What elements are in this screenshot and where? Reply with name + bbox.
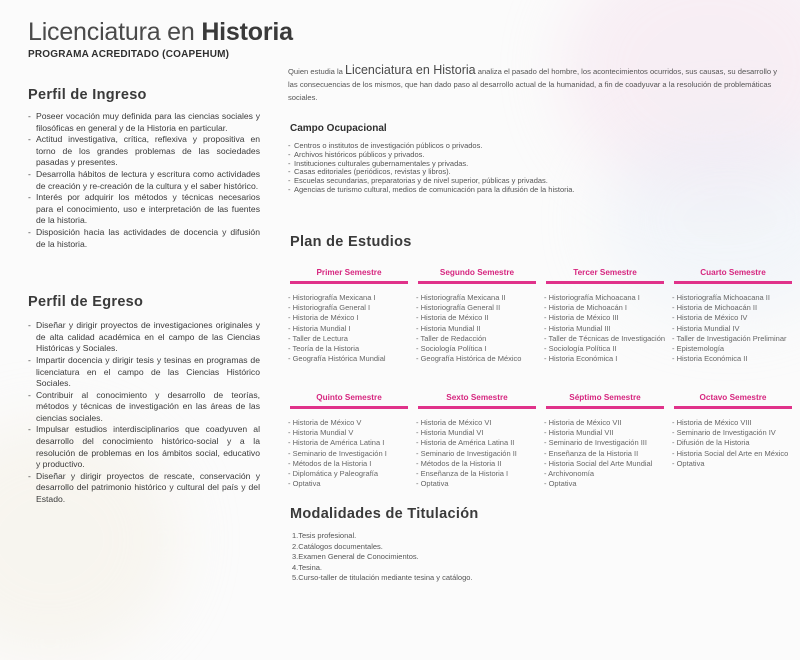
plan-estudios-heading: Plan de Estudios	[290, 234, 412, 250]
course-list	[288, 293, 416, 364]
semester-column	[672, 268, 800, 364]
course-item: - Taller de Investigación Preliminar	[672, 333, 787, 343]
course-item: - Historia Económica I	[544, 354, 618, 364]
list-item: - Agencias de turismo cultural, medios de comunicación para la difusión de la historia.	[288, 186, 780, 195]
course-item: - Métodos de la Historia II	[416, 458, 502, 468]
course-item: - Historiografía Mexicana I	[288, 293, 376, 302]
list-item: 5.Curso-taller de titulación mediante tesina y catálogo.	[292, 573, 473, 583]
course-item: - Historia de México III	[544, 313, 619, 323]
list-item: 2.Catálogos documentales.	[292, 541, 383, 551]
course-item: - Optativa	[672, 458, 705, 468]
list-item: - Actitud investigativa, crítica, reflexiva y propositiva en torno de los grandes problemas de las sociedades pasadas y presentes.	[28, 134, 260, 169]
perfil-egreso-list	[28, 320, 260, 506]
course-item: - Historia de Michoacán II	[672, 303, 758, 313]
course-item: - Optativa	[416, 479, 449, 489]
list-item: - Centros o institutos de investigación públicos o privados.	[288, 142, 780, 151]
course-item: - Historia Mundial II	[416, 323, 481, 333]
semester-column	[416, 393, 544, 489]
course-item: - Historia Social del Arte Mundial	[544, 458, 653, 468]
course-item: - Historiografía General II	[416, 303, 501, 313]
course-item: - Historia Social del Arte en México	[672, 448, 789, 458]
course-item: - Historia de América Latina II	[416, 438, 515, 448]
course-item: - Historia de México I	[288, 313, 359, 323]
course-item: - Historia Mundial VII	[544, 428, 614, 438]
list-item: - Archivos históricos públicos y privados.	[288, 151, 780, 160]
semester-column	[416, 268, 544, 364]
list-item: 1.Tesis profesional.	[292, 531, 357, 540]
course-item: - Historia Mundial V	[288, 428, 354, 438]
course-item: - Historia de Michoacán I	[544, 303, 627, 313]
course-item: - Seminario de Investigación II	[416, 448, 517, 458]
course-item: - Seminario de Investigación I	[288, 448, 387, 458]
course-item: - Taller de Técnicas de Investigación	[544, 333, 666, 343]
list-item: - Poseer vocación muy definida para las ciencias sociales y filosóficas en general y de la Historia en particular.	[28, 111, 260, 134]
course-item: - Historia Mundial III	[544, 323, 611, 333]
course-list	[288, 418, 416, 489]
course-item: - Historiografía Michoacana I	[544, 293, 640, 302]
course-item: - Historia Mundial I	[288, 323, 351, 333]
course-item: - Teoría de la Historia	[288, 344, 360, 354]
course-item: - Enseñanza de la Historia II	[544, 448, 639, 458]
list-item: - Escuelas secundarias, preparatorias y de nivel superior, públicas y privadas.	[288, 177, 780, 186]
course-item: - Historia Mundial VI	[416, 428, 484, 438]
semester-heading: Cuarto Semestre	[674, 268, 792, 284]
list-item: - Desarrolla hábitos de lectura y escritura como actividades de creación y re-creación de la cultura y el saber histórico.	[28, 169, 260, 192]
course-item: - Historiografía Michoacana II	[672, 293, 770, 302]
modalidades-heading: Modalidades de Titulación	[290, 506, 479, 522]
course-item: - Historiografía General I	[288, 303, 371, 313]
course-item: - Taller de Lectura	[288, 333, 348, 343]
course-item: - Historia de México II	[416, 313, 489, 323]
course-item: - Optativa	[544, 479, 577, 489]
course-item: - Historia de México VII	[544, 418, 622, 427]
course-item: - Difusión de la Historia	[672, 438, 750, 448]
course-list	[416, 418, 544, 489]
course-list	[416, 293, 544, 364]
list-item: - Casas editoriales (periódicos, revistas y libros).	[288, 168, 780, 177]
semester-heading: Primer Semestre	[290, 268, 408, 284]
course-item: - Epistemología	[672, 344, 725, 354]
course-item: - Historia de México IV	[672, 313, 748, 323]
perfil-ingreso-heading: Perfil de Ingreso	[28, 87, 147, 103]
semester-column	[672, 393, 800, 489]
course-item: - Historia de América Latina I	[288, 438, 385, 448]
perfil-ingreso-list	[28, 111, 260, 250]
list-item: - Interés por adquirir los métodos y técnicas necesarios para el conocimiento, uso e interpretación de las fuentes de la historia.	[28, 192, 260, 227]
list-item: - Instituciones culturales gubernamentales y privadas.	[288, 160, 780, 169]
course-item: - Taller de Redacción	[416, 333, 487, 343]
semesters-row-1	[288, 268, 800, 364]
course-item: - Diplomática y Paleografía	[288, 469, 379, 479]
course-item: - Seminario de Investigación III	[544, 438, 647, 448]
left-column	[28, 18, 293, 506]
program-accreditation: PROGRAMA ACREDITADO (COAPEHUM)	[28, 49, 230, 60]
campo-ocupacional-list	[288, 142, 780, 195]
course-item: - Seminario de Investigación IV	[672, 428, 776, 438]
course-list	[672, 418, 800, 469]
course-list	[544, 418, 672, 489]
list-item: - Impulsar estudios interdisciplinarios que coadyuven al desarrollo del conocimiento histórico-social y a la resolución de problemas en los ámbitos social, educativo y productivo.	[28, 424, 260, 470]
course-list	[544, 293, 672, 364]
course-item: - Enseñanza de la Historia I	[416, 469, 509, 479]
semester-heading: Segundo Semestre	[418, 268, 536, 284]
course-item: - Sociología Política II	[544, 344, 617, 354]
course-item: - Métodos de la Historia I	[288, 458, 372, 468]
semesters-row-2	[288, 393, 800, 489]
course-item: - Historia Económica II	[672, 354, 748, 364]
list-item: - Disposición hacia las actividades de docencia y difusión de la historia.	[28, 227, 260, 250]
semester-column	[544, 268, 672, 364]
semester-heading: Octavo Semestre	[674, 393, 792, 409]
course-item: - Optativa	[288, 479, 321, 489]
perfil-egreso-heading: Perfil de Egreso	[28, 294, 144, 311]
semester-column	[288, 268, 416, 364]
list-item: - Contribuir al conocimiento y desarrollo de teorías, métodos y técnicas de investigación en las áreas de las ciencias sociales.	[28, 390, 260, 425]
course-list	[672, 293, 800, 364]
course-item: - Historia de México V	[288, 418, 362, 427]
course-item: - Archivonomía	[544, 469, 595, 479]
list-item: 3.Examen General de Conocimientos.	[292, 552, 419, 562]
semester-heading: Tercer Semestre	[546, 268, 664, 284]
page-title: Licenciatura en Historia	[28, 18, 293, 46]
course-item: - Historia Mundial IV	[672, 323, 740, 333]
semester-heading: Séptimo Semestre	[546, 393, 664, 409]
list-item: - Diseñar y dirigir proyectos de rescate, conservación y desarrollo del patrimonio histórico y cultural del país y del Estado.	[28, 471, 260, 506]
course-item: - Historia de México VI	[416, 418, 492, 427]
course-item: - Geografía Histórica de México	[416, 354, 522, 364]
list-item: 4.Tesina.	[292, 562, 323, 572]
course-item: - Sociología Política I	[416, 344, 487, 354]
course-item: - Historia de México VIII	[672, 418, 752, 427]
list-item: - Diseñar y dirigir proyectos de investigaciones originales y de alta calidad académica en el campo de las Ciencias Históricas y Sociales.	[28, 320, 260, 355]
campo-ocupacional-heading: Campo Ocupacional	[290, 123, 387, 134]
course-item: - Geografía Histórica Mundial	[288, 354, 386, 364]
semester-heading: Quinto Semestre	[290, 393, 408, 409]
list-item: - Impartir docencia y dirigir tesis y tesinas en programas de licenciatura en el campo de las Ciencias Histórico Sociales.	[28, 355, 260, 390]
course-item: - Historiografía Mexicana II	[416, 293, 506, 302]
modalidades-list	[292, 531, 473, 584]
intro-paragraph: Quien estudia la Licenciatura en Historia analiza el pasado del hombre, los acontecimientos ocurridos, sus causas, su desarrollo y las consecuencias de los mismos, que han dado paso al desarrollo actual de la humanidad, a fin de coadyuvar a la resolución de problemáticas sociales.	[288, 63, 778, 102]
semester-column	[288, 393, 416, 489]
semester-heading: Sexto Semestre	[418, 393, 536, 409]
semester-column	[544, 393, 672, 489]
